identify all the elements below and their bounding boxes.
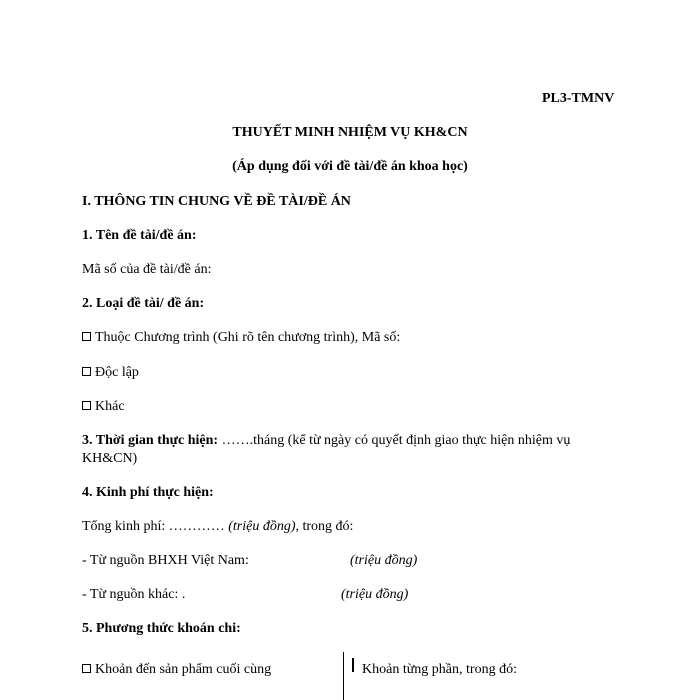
total-budget-tail: , trong đó: <box>295 519 354 534</box>
checkbox-final-product[interactable] <box>82 664 91 673</box>
item-project-name: 1. Tên đề tài/đề án: <box>82 228 197 243</box>
form-code: PL3-TMNV <box>542 91 615 106</box>
budget-other-unit: (triệu đồng) <box>341 587 409 602</box>
document-subtitle: (Áp dụng đối với đề tài/đề án khoa học) <box>232 159 468 174</box>
option-program-label: Thuộc Chương trình (Ghi rõ tên chương trình), Mã số: <box>95 330 401 345</box>
option-final-product-label: Khoản đến sản phẩm cuối cùng <box>95 662 272 677</box>
option-final-product <box>82 661 271 679</box>
item-duration-text: …….tháng (kể từ ngày có quyết định giao thực hiện nhiệm vụ <box>218 433 571 448</box>
document-title: THUYẾT MINH NHIỆM VỤ KH&CN <box>232 125 468 140</box>
table-divider <box>343 652 344 700</box>
checkbox-program[interactable] <box>82 332 91 341</box>
item-budget: 4. Kinh phí thực hiện: <box>82 485 214 500</box>
item-duration-text-cont: KH&CN) <box>82 451 138 466</box>
option-other <box>82 398 125 416</box>
option-independent <box>82 364 139 382</box>
checkbox-partial-edge <box>352 658 354 672</box>
option-independent-label: Độc lập <box>95 365 139 380</box>
option-program <box>82 329 400 347</box>
total-budget-label: Tổng kinh phí: ………… <box>82 519 225 534</box>
option-partial: Khoản từng phần, trong đó: <box>362 662 517 677</box>
checkbox-independent[interactable] <box>82 367 91 376</box>
project-code-label: Mã số của đề tài/đề án: <box>82 262 212 277</box>
item-project-type: 2. Loại đề tài/ đề án: <box>82 296 205 311</box>
item-payment-method: 5. Phương thức khoán chi: <box>82 621 241 636</box>
item-duration <box>82 432 570 450</box>
total-budget-unit: (triệu đồng) <box>228 519 296 534</box>
option-other-label: Khác <box>95 399 125 414</box>
budget-other-label: - Từ nguồn khác: . <box>82 587 186 602</box>
total-budget-line <box>82 518 353 536</box>
budget-bhxh-label: - Từ nguồn BHXH Việt Nam: <box>82 553 249 568</box>
item-duration-label: 3. Thời gian thực hiện: <box>82 433 219 448</box>
budget-bhxh-unit: (triệu đồng) <box>350 553 418 568</box>
checkbox-other[interactable] <box>82 401 91 410</box>
section-heading-general-info: I. THÔNG TIN CHUNG VỀ ĐỀ TÀI/ĐỀ ÁN <box>82 194 351 209</box>
